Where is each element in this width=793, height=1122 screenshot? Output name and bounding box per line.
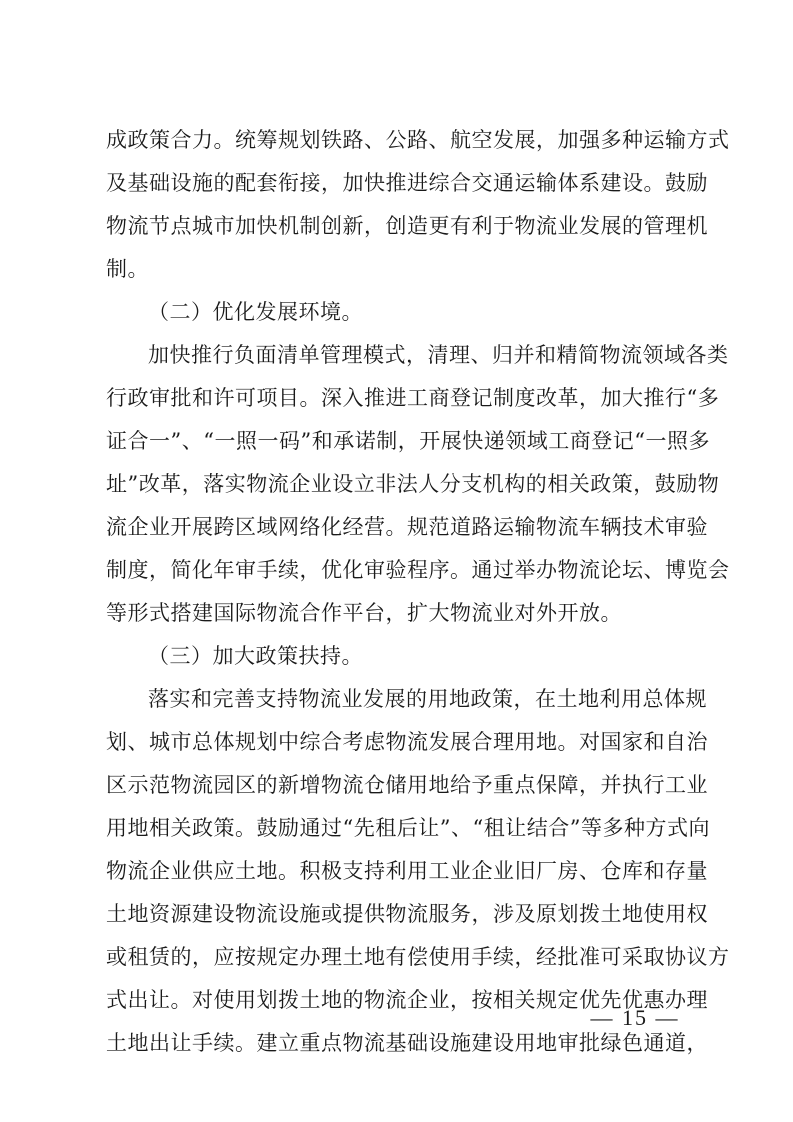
page-number: — 15 — [590,1005,680,1030]
body-line: 或租赁的，应按规定办理土地有偿使用手续，经批准可采取协议方 [106,945,730,969]
body-line: 土地出让手续。建立重点物流基础设施建设用地审批绿色通道， [106,1031,708,1055]
body-line: 行政审批和许可项目。深入推进工商登记制度改革，加大推行“多 [106,386,720,410]
body-line: 划、城市总体规划中综合考虑物流发展合理用地。对国家和自治 [106,730,708,754]
body-line: 及基础设施的配套衔接，加快推进综合交通运输体系建设。鼓励 [106,171,708,195]
body-line: 土地资源建设物流设施或提供物流服务，涉及原划拨土地使用权 [106,902,708,926]
body-line: 制度，简化年审手续，优化审验程序。通过举办物流论坛、博览会 [106,558,730,582]
body-line: 加快推行负面清单管理模式，清理、归并和精简物流领域各类 [148,343,729,367]
body-line: 物流节点城市加快机制创新，创造更有利于物流业发展的管理机 [106,214,708,238]
body-line: 物流企业供应土地。积极支持利用工业企业旧厂房、仓库和存量 [106,859,708,883]
section-heading: （三）加大政策扶持。 [148,644,363,668]
body-line: 成政策合力。统筹规划铁路、公路、航空发展，加强多种运输方式 [106,128,730,152]
body-line: 区示范物流园区的新增物流仓储用地给予重点保障，并执行工业 [106,773,708,797]
body-line: 证合一”、“一照一码”和承诺制，开展快递领域工商登记“一照多 [106,429,710,453]
body-line: 等形式搭建国际物流合作平台，扩大物流业对外开放。 [106,601,622,625]
section-heading: （二）优化发展环境。 [148,300,363,324]
body-line: 落实和完善支持物流业发展的用地政策，在土地利用总体规 [148,687,707,711]
body-line: 址”改革，落实物流企业设立非法人分支机构的相关政策，鼓励物 [106,472,720,496]
body-line: 用地相关政策。鼓励通过“先租后让”、“租让结合”等多种方式向 [106,816,710,840]
body-line: 制。 [106,257,149,281]
body-line: 式出让。对使用划拨土地的物流企业，按相关规定优先优惠办理 [106,988,708,1012]
body-line: 流企业开展跨区域网络化经营。规范道路运输物流车辆技术审验 [106,515,708,539]
